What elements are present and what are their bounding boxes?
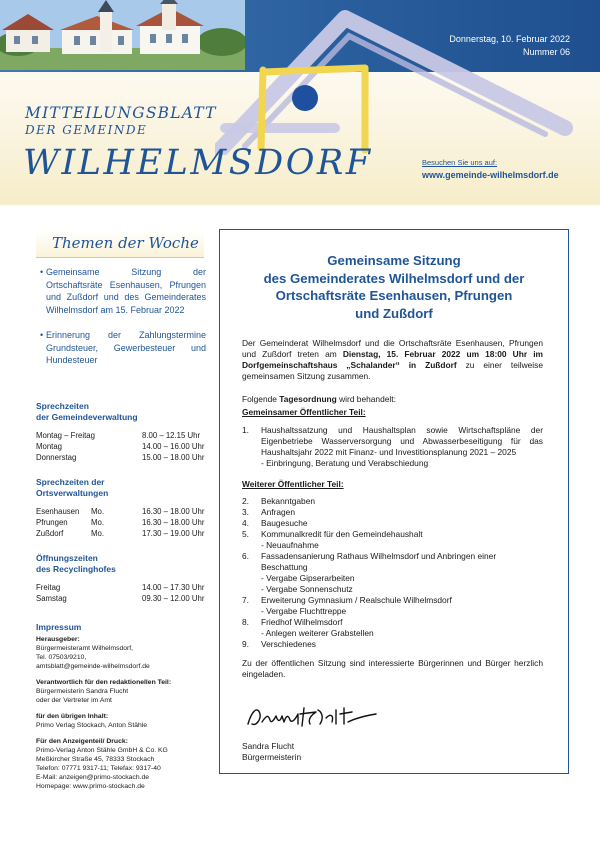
agenda-item: 7. Erweiterung Gymnasium / Realschule Wilhelmsdorf - Vergabe Fluchttreppe — [242, 595, 452, 616]
publisher-label: Herausgeber: — [36, 635, 80, 643]
agenda-item: 3. Anfragen — [242, 507, 295, 517]
masthead — [0, 0, 600, 205]
closing-text: Zu der öffentlichen Sitzung sind interessierte Bürgerinnen und Bürger herzlich eingeladen. — [242, 658, 543, 679]
editorial-label: Verantwortlich für den redaktionellen Teil: — [36, 678, 172, 686]
article-title — [220, 252, 568, 322]
ads-print-line: Telefon: 07771 9317-11; Telefax: 9317-40 — [36, 764, 161, 772]
impressum-heading: Impressum — [36, 621, 82, 632]
local-offices-heading: Sprechzeiten der — [36, 476, 105, 487]
office-hours-section — [36, 401, 206, 463]
publisher-email[interactable]: amtsblatt@gemeinde-wilhelmsdorf.de — [36, 662, 150, 670]
agenda-item: 8. Friedhof Wilhelmsdorf - Anlegen weiterer Grabstellen — [242, 617, 374, 638]
recycling-row: Samstag 09.30 – 12.00 Uhr — [36, 593, 205, 603]
masthead-subtitle: DER GEMEINDE — [25, 123, 148, 137]
house-logo-graphic — [215, 10, 575, 155]
further-public-heading: Weiterer Öffentlicher Teil: — [242, 479, 344, 489]
publisher-line: Bürgermeisteramt Wilhelmsdorf, — [36, 644, 134, 652]
agenda-item: 4. Baugesuche — [242, 518, 308, 528]
masthead-municipality: WILHELMSDORF — [23, 143, 373, 183]
topic-list — [36, 266, 206, 367]
themen-heading: Themen der Woche — [52, 234, 199, 252]
recycling-heading: des Recyclinghofes — [36, 563, 116, 574]
agenda-item: 6. Fassadensanierung Rathaus Wilhelmsdorf und Anbringen einer Beschattung - Vergabe Gipserarbeiten - Vergabe Sonnenschutz — [242, 551, 497, 594]
office-hours-heading: der Gemeindeverwaltung — [36, 411, 138, 422]
masthead-title: MITTEILUNGSBLATT — [25, 104, 217, 122]
agenda-item: 1. Haushaltssatzung und Haushaltsplan sowie Wirtschaftspläne der Eigenbetriebe Wasserversorgung und Abwasserbeseitigung für das Haushaltsjahr 2022 mit Finanz- und Investitionsplanung 2021 – 2025 - Einbringung, Beratung und Verabschiedung — [242, 425, 543, 468]
agenda-item: 5. Kommunalkredit für den Gemeindehaushalt - Neuaufnahme — [242, 529, 423, 550]
article-title-line: des Gemeinderates Wilhelmsdorf und der — [263, 270, 525, 286]
office-hours-row: Montag – Freitag 8.00 – 12.15 Uhr — [36, 430, 201, 440]
handwritten-signature — [244, 700, 543, 737]
ads-print-line: Primo-Verlag Anton Stähle GmbH & Co. KG — [36, 746, 168, 754]
impressum-section — [36, 622, 206, 791]
office-hours-row: Montag 14.00 – 16.00 Uhr — [36, 441, 205, 451]
editorial-line: Bürgermeisterin Sandra Flucht — [36, 687, 129, 695]
ads-homepage[interactable]: Homepage: www.primo-stockach.de — [36, 782, 145, 790]
article-title-line: und Zußdorf — [355, 305, 433, 321]
recycling-heading: Öffnungszeiten — [36, 552, 98, 563]
themen-heading-box — [36, 230, 204, 258]
editorial-line: oder der Vertreter im Amt — [36, 696, 112, 704]
agenda-item: 2. Bekanntgaben — [242, 496, 316, 506]
agenda-intro: Folgende Tagesordnung wird behandelt: — [242, 394, 396, 404]
local-office-row: Esenhausen Mo. 16.30 – 18.00 Uhr — [36, 506, 205, 516]
local-office-row: Zußdorf Mo. 17.30 – 19.00 Uhr — [36, 528, 205, 538]
issue-number: Nummer 06 — [522, 47, 570, 57]
village-photo — [0, 0, 245, 70]
ads-print-label: Für den Anzeigenteil/ Druck: — [36, 737, 128, 745]
recycling-section — [36, 553, 206, 604]
other-content-line: Primo Verlag Stockach, Anton Stähle — [36, 721, 148, 729]
other-content-label: für den übrigen Inhalt: — [36, 712, 109, 720]
signer-title: Bürgermeisterin — [242, 752, 302, 762]
joint-public-heading: Gemeinsamer Öffentlicher Teil: — [242, 407, 366, 417]
topic-item: • Erinnerung der Zahlungstermine Grundsteuer, Gewerbesteuer und Hundesteuer — [42, 329, 206, 367]
local-offices-heading: Ortsverwaltungen — [36, 487, 109, 498]
article-title-line: Gemeinsame Sitzung — [327, 253, 461, 268]
ads-print-line: Meßkircher Straße 45, 78333 Stockach — [36, 755, 155, 763]
issue-date: Donnerstag, 10. Februar 2022 — [449, 34, 570, 44]
recycling-row: Freitag 14.00 – 17.30 Uhr — [36, 582, 205, 592]
topic-item: • Gemeinsame Sitzung der Ortschaftsräte Esenhausen, Pfrungen und Zußdorf und des Gemeinderates Wilhelmsdorf am 15. Februar 2022 — [42, 266, 206, 316]
visit-label: Besuchen Sie uns auf: — [422, 158, 498, 167]
issue-info — [449, 33, 570, 59]
article-body — [242, 338, 543, 763]
agenda-item: 9. Verschiedenes — [242, 639, 316, 649]
website-link[interactable]: www.gemeinde-wilhelmsdorf.de — [422, 170, 559, 180]
signer-name: Sandra Flucht — [242, 741, 295, 751]
office-hours-row: Donnerstag 15.00 – 18.00 Uhr — [36, 452, 205, 462]
article-box — [219, 229, 569, 774]
sidebar — [36, 230, 206, 791]
local-offices-section — [36, 477, 206, 539]
ads-email[interactable]: E-Mail: anzeigen@primo-stockach.de — [36, 773, 150, 781]
agenda-list — [242, 496, 543, 650]
office-hours-heading: Sprechzeiten — [36, 400, 89, 411]
local-office-row: Pfrungen Mo. 16.30 – 18.00 Uhr — [36, 517, 205, 527]
article-intro: Der Gemeinderat Wilhelmsdorf und die Ortschaftsräte Esenhausen, Pfrungen und Zußdorf treten am Dienstag, 15. Februar 2022 um 18:00 Uhr im Dorfgemeinschaftshaus „Schalander“ in Zußdorf zu einer teilweise gemeinsamen Sitzung zusammen. — [242, 338, 543, 381]
article-title-line: Ortschaftsräte Esenhausen, Pfrungen — [275, 288, 513, 303]
publisher-line: Tel. 07503/9210, — [36, 653, 87, 661]
